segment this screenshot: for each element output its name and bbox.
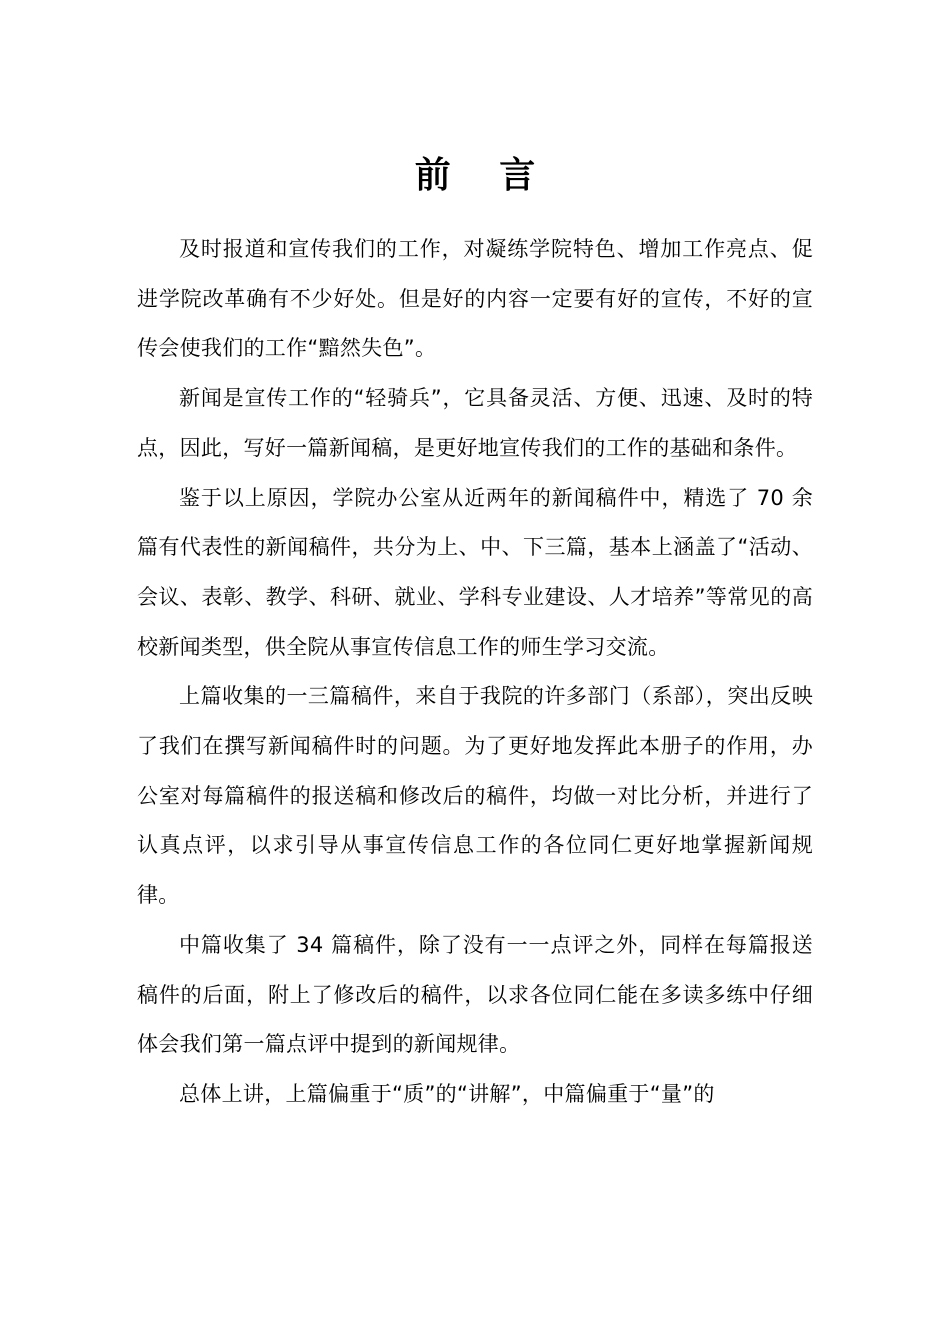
paragraph-2: 新闻是宣传工作的“轻骑兵”，它具备灵活、方便、迅速、及时的特点，因此，写好一篇新闻稿，是更好地宣传我们的工作的基础和条件。 [137, 386, 813, 460]
paragraph-1: 及时报道和宣传我们的工作，对凝练学院特色、增加工作亮点、促进学院改革确有不少好处。但是好的内容一定要有好的宣传，不好的宣传会使我们的工作“黯然失色”。 [137, 237, 813, 361]
paragraph-3: 鉴于以上原因，学院办公室从近两年的新闻稿件中，精选了 70 余篇有代表性的新闻稿件，共分为上、中、下三篇，基本上涵盖了“活动、会议、表彰、教学、科研、就业、学科专业建设、人才培养”等常见的高校新闻类型，供全院从事宣传信息工作的师生学习交流。 [137, 485, 813, 659]
document-body [137, 225, 813, 1120]
paragraph-6: 总体上讲，上篇偏重于“质”的“讲解”，中篇偏重于“量”的 [179, 1081, 715, 1106]
paragraph-5: 中篇收集了 34 篇稿件，除了没有一一点评之外，同样在每篇报送稿件的后面，附上了修改后的稿件，以求各位同仁能在多读多练中仔细体会我们第一篇点评中提到的新闻规律。 [137, 932, 813, 1057]
page-title: 前 言 [414, 155, 554, 197]
paragraph-4: 上篇收集的一三篇稿件，来自于我院的许多部门（系部），突出反映了我们在撰写新闻稿件时的问题。为了更好地发挥此本册子的作用，办公室对每篇稿件的报送稿和修改后的稿件，均做一对比分析，并进行了认真点评，以求引导从事宣传信息工作的各位同仁更好地掌握新闻规律。 [137, 684, 813, 908]
